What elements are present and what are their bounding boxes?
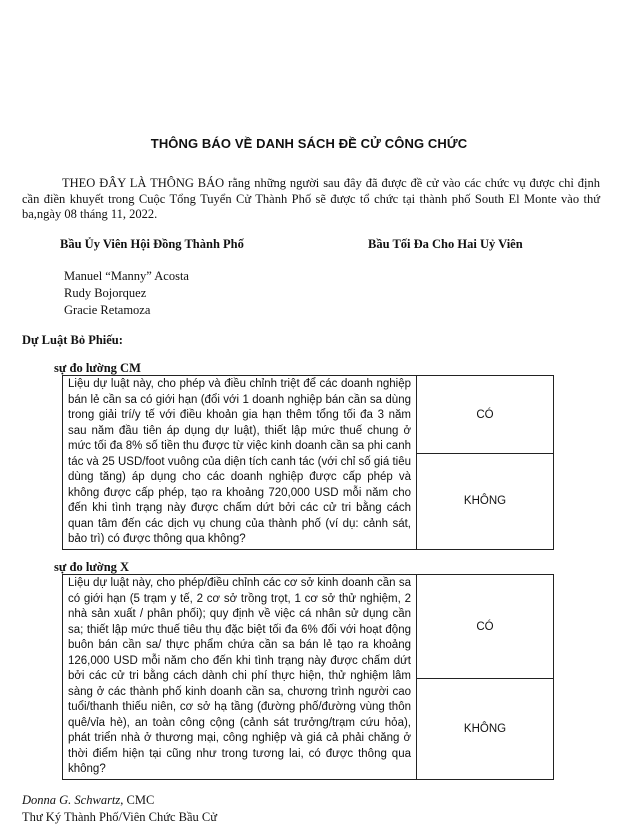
measure-x-no: KHÔNG xyxy=(417,679,554,779)
signature-block xyxy=(22,792,217,826)
signatory-role: Thư Ký Thành Phố/Viên Chức Bầu Cử xyxy=(22,810,218,824)
measure-cm-yes: CÓ xyxy=(417,376,554,454)
candidate-list xyxy=(64,268,189,319)
measure-x-label: sự đo lường X xyxy=(54,560,130,574)
measure-cm-no: KHÔNG xyxy=(417,454,554,549)
intro-paragraph xyxy=(22,176,600,223)
measure-cm-text: Liệu dự luật này, cho phép và điều chỉnh triệt để các doanh nghiệp bán lẻ cần sa có giới hạn (đổi với 1 doanh nghiệp bán cần sa dùng trong giải trí/y tế với điều khoản gia hạn thêm tổng tối đa 3 năm sau năm đầu tiên áp dụng dự luật), thiết lập mức thuế chung ở mức tối đa 8% số tiền thu được từ việc kinh doanh cần sa phi canh tác và 25 USD/foot vuông của diện tích canh tác (với chỉ số giá tiêu dùng tăng) áp dụng cho các doanh nghiệp được cấp phép và không được cấp phép, tạo ra khoảng 720,000 USD mỗi năm cho đến khi tình trạng này được chấm dứt bởi các cử tri bằng cách quan tâm đến các dịch vụ chung của thành phố (ví dụ: cảnh sát, bảo trì) có được thông qua không? xyxy=(63,376,417,550)
document-title: THÔNG BÁO VỀ DANH SÁCH ĐỀ CỬ CÔNG CHỨC xyxy=(150,136,468,151)
candidate-name: Gracie Retamoza xyxy=(64,303,151,317)
intro-text: THEO ĐÂY LÀ THÔNG BÁO rằng những người sau đây đã được đề cử vào các chức vụ được chỉ định cần điền khuyết trong Cuộc Tổng Tuyển Cử Thành Phố sẽ được tổ chức tại thành phố South El Monte vào thứ ba,ngày 08 tháng 11, 2022. xyxy=(22,176,600,221)
measure-x-text: Liệu dự luật này, cho phép/điều chỉnh các cơ sở kinh doanh cần sa có giới hạn (5 trạm y tế, 2 cơ sở trồng trọt, 1 cơ sở thử nghiệm, 2 nhà sản xuất / phân phối); quy định về việc cá nhân sử dụng cần sa; thiết lập mức thuế tiêu thụ đặc biệt tối đa 6% đối với hoạt động buôn bán cần sa/ thực phẩm chứa cần sa bán lẻ tạo ra khoảng 126,000 USD mỗi năm cho đến khi tình trạng này được chấm dứt bởi các cử tri bằng cách dành chi phí thực hiện, thử nghiệm lâm sàng ở các thành phố kinh doanh cần sa, chương trình người cao tuổi/thanh thiếu niên, cơ sở hạ tầng (đường phố/đường vùng thôn quê/vỉa hè), an toàn công cộng (cảnh sát trưởng/trạm cứu hỏa), phát triển nhà ở thương mại, công nghiệp và giá cả phải chăng ở thời điểm hiện tại cũng như trong tương lai, có được thông qua không? xyxy=(63,575,417,780)
measure-cm-table xyxy=(62,375,554,550)
signatory-credential: , CMC xyxy=(120,793,155,807)
office-title: Bầu Ủy Viên Hội Đồng Thành Phố xyxy=(60,237,244,251)
signatory xyxy=(22,792,217,809)
measure-x-table xyxy=(62,574,554,780)
signatory-name: Donna G. Schwartz xyxy=(22,793,121,807)
measure-x-yes: CÓ xyxy=(417,575,554,679)
candidate-name: Rudy Bojorquez xyxy=(64,286,147,300)
measures-heading: Dự Luật Bỏ Phiếu: xyxy=(22,333,123,347)
measure-cm-label: sự đo lường CM xyxy=(54,361,141,375)
candidate-name: Manuel “Manny” Acosta xyxy=(64,269,189,283)
vote-limit: Bầu Tối Đa Cho Hai Uỷ Viên xyxy=(368,237,523,251)
